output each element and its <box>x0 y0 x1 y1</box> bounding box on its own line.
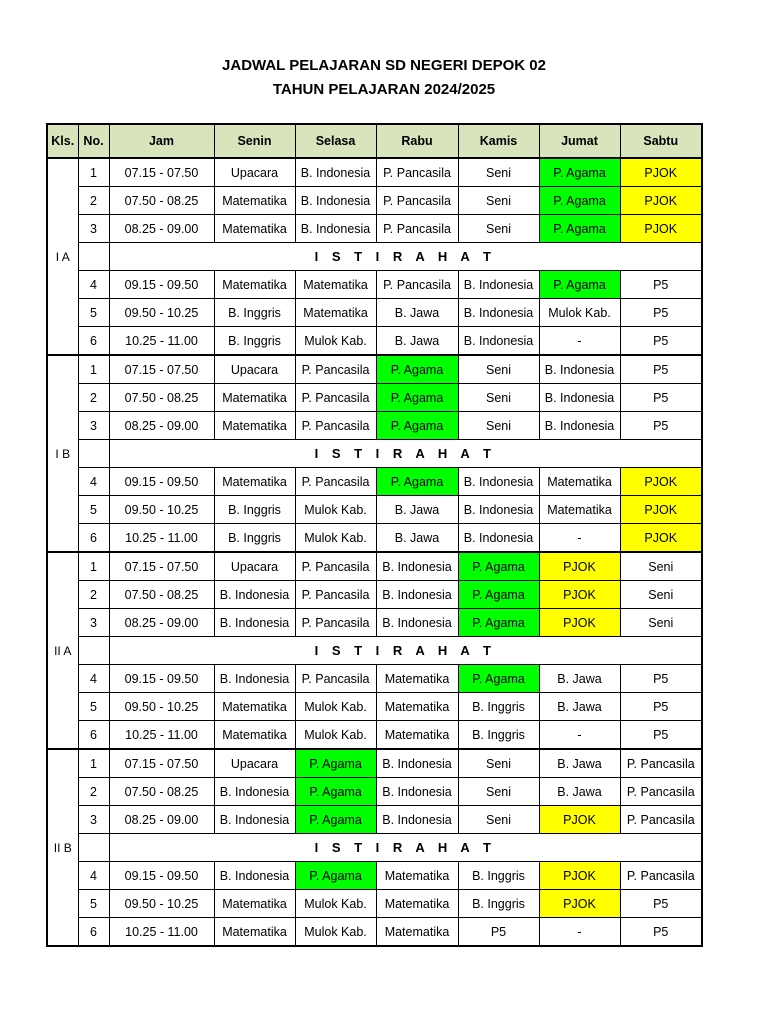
subject-sabtu: PJOK <box>620 496 702 524</box>
subject-kamis: B. Indonesia <box>458 299 539 327</box>
subject-kamis: Seni <box>458 355 539 384</box>
subject-senin: Matematika <box>214 468 295 496</box>
subject-senin: B. Indonesia <box>214 806 295 834</box>
table-row <box>47 412 702 440</box>
subject-sabtu: P5 <box>620 890 702 918</box>
subject-selasa: P. Pancasila <box>295 665 376 693</box>
period-number: 1 <box>78 158 109 187</box>
period-number: 4 <box>78 862 109 890</box>
table-row <box>47 862 702 890</box>
subject-rabu: Matematika <box>376 918 458 947</box>
subject-kamis: Seni <box>458 158 539 187</box>
subject-sabtu: Seni <box>620 609 702 637</box>
header-rabu: Rabu <box>376 124 458 158</box>
subject-sabtu: P. Pancasila <box>620 862 702 890</box>
subject-rabu: Matematika <box>376 721 458 750</box>
period-time: 08.25 - 09.00 <box>109 609 214 637</box>
header-sabtu: Sabtu <box>620 124 702 158</box>
subject-senin: B. Inggris <box>214 327 295 356</box>
class-name-cell: I A <box>47 158 78 355</box>
table-row <box>47 918 702 947</box>
subject-kamis: P. Agama <box>458 581 539 609</box>
subject-selasa: P. Pancasila <box>295 468 376 496</box>
table-row <box>47 215 702 243</box>
header-kls: Kls. <box>47 124 78 158</box>
period-time: 10.25 - 11.00 <box>109 721 214 750</box>
header-row <box>47 124 702 158</box>
period-number: 2 <box>78 778 109 806</box>
subject-kamis: Seni <box>458 806 539 834</box>
table-row <box>47 693 702 721</box>
subject-selasa: P. Agama <box>295 778 376 806</box>
class-section <box>47 355 702 552</box>
class-name-cell: I B <box>47 355 78 552</box>
subject-selasa: Mulok Kab. <box>295 890 376 918</box>
subject-selasa: Matematika <box>295 271 376 299</box>
period-number: 2 <box>78 187 109 215</box>
period-number: 5 <box>78 693 109 721</box>
subject-kamis: B. Inggris <box>458 890 539 918</box>
subject-selasa: P. Pancasila <box>295 581 376 609</box>
subject-rabu: Matematika <box>376 693 458 721</box>
break-label: I S T I R A H A T <box>109 637 702 665</box>
subject-senin: B. Inggris <box>214 524 295 553</box>
subject-rabu: P. Agama <box>376 412 458 440</box>
period-number: 4 <box>78 468 109 496</box>
subject-jumat: P. Agama <box>539 215 620 243</box>
subject-selasa: P. Agama <box>295 862 376 890</box>
table-row <box>47 271 702 299</box>
subject-rabu: P. Pancasila <box>376 271 458 299</box>
period-time: 09.50 - 10.25 <box>109 890 214 918</box>
subject-rabu: P. Agama <box>376 384 458 412</box>
break-label: I S T I R A H A T <box>109 243 702 271</box>
subject-sabtu: PJOK <box>620 524 702 553</box>
period-number: 2 <box>78 581 109 609</box>
subject-senin: B. Indonesia <box>214 778 295 806</box>
subject-rabu: P. Pancasila <box>376 215 458 243</box>
subject-jumat: Matematika <box>539 468 620 496</box>
subject-sabtu: PJOK <box>620 187 702 215</box>
period-time: 09.50 - 10.25 <box>109 299 214 327</box>
period-number: 3 <box>78 215 109 243</box>
break-row <box>47 637 702 665</box>
subject-sabtu: P5 <box>620 412 702 440</box>
subject-sabtu: P5 <box>620 721 702 750</box>
subject-kamis: P. Agama <box>458 609 539 637</box>
subject-kamis: B. Inggris <box>458 693 539 721</box>
period-number: 3 <box>78 609 109 637</box>
table-row <box>47 552 702 581</box>
subject-selasa: P. Pancasila <box>295 412 376 440</box>
subject-kamis: B. Indonesia <box>458 327 539 356</box>
subject-kamis: B. Indonesia <box>458 496 539 524</box>
period-time: 09.15 - 09.50 <box>109 271 214 299</box>
subject-sabtu: P5 <box>620 665 702 693</box>
table-row <box>47 609 702 637</box>
subject-selasa: P. Agama <box>295 749 376 778</box>
subject-senin: Matematika <box>214 187 295 215</box>
subject-kamis: B. Indonesia <box>458 271 539 299</box>
subject-kamis: Seni <box>458 187 539 215</box>
table-row <box>47 384 702 412</box>
subject-rabu: B. Indonesia <box>376 749 458 778</box>
period-number: 2 <box>78 384 109 412</box>
period-time: 09.15 - 09.50 <box>109 665 214 693</box>
class-section <box>47 158 702 355</box>
break-blank <box>78 834 109 862</box>
subject-senin: B. Indonesia <box>214 862 295 890</box>
break-row <box>47 243 702 271</box>
subject-selasa: P. Pancasila <box>295 384 376 412</box>
subject-jumat: - <box>539 721 620 750</box>
period-number: 5 <box>78 496 109 524</box>
subject-selasa: Mulok Kab. <box>295 693 376 721</box>
subject-rabu: B. Jawa <box>376 299 458 327</box>
subject-jumat: B. Indonesia <box>539 412 620 440</box>
subject-rabu: B. Indonesia <box>376 552 458 581</box>
subject-jumat: PJOK <box>539 609 620 637</box>
subject-senin: Matematika <box>214 890 295 918</box>
subject-selasa: P. Agama <box>295 806 376 834</box>
subject-selasa: Mulok Kab. <box>295 524 376 553</box>
subject-rabu: B. Jawa <box>376 524 458 553</box>
period-number: 6 <box>78 918 109 947</box>
table-row <box>47 524 702 553</box>
subject-selasa: Matematika <box>295 299 376 327</box>
header-senin: Senin <box>214 124 295 158</box>
subject-jumat: B. Jawa <box>539 749 620 778</box>
period-time: 10.25 - 11.00 <box>109 918 214 947</box>
period-number: 1 <box>78 355 109 384</box>
subject-jumat: B. Indonesia <box>539 355 620 384</box>
subject-senin: Upacara <box>214 552 295 581</box>
subject-sabtu: P5 <box>620 384 702 412</box>
subject-rabu: B. Indonesia <box>376 778 458 806</box>
subject-rabu: B. Jawa <box>376 327 458 356</box>
subject-senin: Matematika <box>214 918 295 947</box>
period-time: 07.15 - 07.50 <box>109 552 214 581</box>
subject-jumat: P. Agama <box>539 187 620 215</box>
subject-jumat: B. Indonesia <box>539 384 620 412</box>
table-row <box>47 581 702 609</box>
period-number: 6 <box>78 524 109 553</box>
subject-kamis: B. Indonesia <box>458 524 539 553</box>
subject-jumat: - <box>539 327 620 356</box>
break-label: I S T I R A H A T <box>109 834 702 862</box>
subject-jumat: Matematika <box>539 496 620 524</box>
subject-sabtu: P5 <box>620 299 702 327</box>
subject-sabtu: PJOK <box>620 215 702 243</box>
subject-sabtu: P5 <box>620 355 702 384</box>
period-number: 6 <box>78 721 109 750</box>
subject-selasa: B. Indonesia <box>295 187 376 215</box>
subject-jumat: PJOK <box>539 552 620 581</box>
subject-kamis: Seni <box>458 412 539 440</box>
table-row <box>47 890 702 918</box>
subject-jumat: - <box>539 918 620 947</box>
period-time: 09.15 - 09.50 <box>109 468 214 496</box>
subject-senin: Matematika <box>214 693 295 721</box>
period-time: 07.15 - 07.50 <box>109 355 214 384</box>
period-time: 08.25 - 09.00 <box>109 412 214 440</box>
subject-sabtu: Seni <box>620 581 702 609</box>
period-time: 08.25 - 09.00 <box>109 215 214 243</box>
period-number: 6 <box>78 327 109 356</box>
subject-sabtu: PJOK <box>620 158 702 187</box>
header-selasa: Selasa <box>295 124 376 158</box>
subject-sabtu: P5 <box>620 327 702 356</box>
subject-senin: B. Indonesia <box>214 581 295 609</box>
subject-rabu: P. Agama <box>376 468 458 496</box>
period-time: 07.50 - 08.25 <box>109 384 214 412</box>
subject-selasa: Mulok Kab. <box>295 327 376 356</box>
subject-rabu: P. Pancasila <box>376 187 458 215</box>
subject-senin: B. Inggris <box>214 496 295 524</box>
period-number: 4 <box>78 665 109 693</box>
subject-selasa: P. Pancasila <box>295 355 376 384</box>
subject-senin: Upacara <box>214 355 295 384</box>
table-row <box>47 299 702 327</box>
schedule-table <box>46 123 703 947</box>
subject-rabu: B. Jawa <box>376 496 458 524</box>
subject-selasa: Mulok Kab. <box>295 496 376 524</box>
subject-selasa: Mulok Kab. <box>295 721 376 750</box>
subject-jumat: PJOK <box>539 581 620 609</box>
table-row <box>47 721 702 750</box>
subject-jumat: Mulok Kab. <box>539 299 620 327</box>
table-row <box>47 355 702 384</box>
subject-selasa: P. Pancasila <box>295 552 376 581</box>
class-section <box>47 552 702 749</box>
table-row <box>47 187 702 215</box>
period-time: 07.15 - 07.50 <box>109 158 214 187</box>
table-row <box>47 158 702 187</box>
table-row <box>47 806 702 834</box>
period-number: 5 <box>78 890 109 918</box>
period-number: 4 <box>78 271 109 299</box>
subject-kamis: P5 <box>458 918 539 947</box>
subject-sabtu: P. Pancasila <box>620 806 702 834</box>
subject-sabtu: P5 <box>620 271 702 299</box>
subject-rabu: Matematika <box>376 665 458 693</box>
subject-selasa: P. Pancasila <box>295 609 376 637</box>
subject-sabtu: P. Pancasila <box>620 749 702 778</box>
subject-kamis: B. Inggris <box>458 721 539 750</box>
subject-senin: Matematika <box>214 721 295 750</box>
table-row <box>47 749 702 778</box>
header-no: No. <box>78 124 109 158</box>
subject-senin: Upacara <box>214 749 295 778</box>
class-name-cell: II A <box>47 552 78 749</box>
period-time: 07.50 - 08.25 <box>109 187 214 215</box>
subject-sabtu: Seni <box>620 552 702 581</box>
class-name-cell: II B <box>47 749 78 946</box>
period-time: 09.50 - 10.25 <box>109 496 214 524</box>
period-time: 10.25 - 11.00 <box>109 327 214 356</box>
subject-sabtu: P. Pancasila <box>620 778 702 806</box>
table-row <box>47 778 702 806</box>
period-number: 3 <box>78 806 109 834</box>
subject-sabtu: PJOK <box>620 468 702 496</box>
subject-sabtu: P5 <box>620 918 702 947</box>
title-line-2: TAHUN PELAJARAN 2024/2025 <box>272 81 496 98</box>
header-jam: Jam <box>109 124 214 158</box>
subject-jumat: P. Agama <box>539 271 620 299</box>
title-line-1: JADWAL PELAJARAN SD NEGERI DEPOK 02 <box>222 57 546 74</box>
subject-senin: Matematika <box>214 384 295 412</box>
header-jumat: Jumat <box>539 124 620 158</box>
subject-jumat: P. Agama <box>539 158 620 187</box>
subject-selasa: B. Indonesia <box>295 215 376 243</box>
subject-kamis: P. Agama <box>458 665 539 693</box>
subject-senin: Upacara <box>214 158 295 187</box>
subject-kamis: Seni <box>458 749 539 778</box>
subject-kamis: Seni <box>458 778 539 806</box>
subject-jumat: PJOK <box>539 806 620 834</box>
break-blank <box>78 440 109 468</box>
break-label: I S T I R A H A T <box>109 440 702 468</box>
subject-jumat: B. Jawa <box>539 665 620 693</box>
break-blank <box>78 243 109 271</box>
subject-senin: B. Inggris <box>214 299 295 327</box>
subject-jumat: B. Jawa <box>539 778 620 806</box>
document-title <box>0 54 768 102</box>
subject-jumat: PJOK <box>539 890 620 918</box>
table-row <box>47 665 702 693</box>
subject-jumat: PJOK <box>539 862 620 890</box>
subject-kamis: B. Inggris <box>458 862 539 890</box>
period-time: 09.50 - 10.25 <box>109 693 214 721</box>
subject-selasa: B. Indonesia <box>295 158 376 187</box>
subject-rabu: P. Pancasila <box>376 158 458 187</box>
period-number: 1 <box>78 749 109 778</box>
break-row <box>47 440 702 468</box>
period-number: 5 <box>78 299 109 327</box>
subject-selasa: Mulok Kab. <box>295 918 376 947</box>
subject-jumat: B. Jawa <box>539 693 620 721</box>
subject-senin: Matematika <box>214 271 295 299</box>
period-number: 3 <box>78 412 109 440</box>
subject-sabtu: P5 <box>620 693 702 721</box>
subject-senin: B. Indonesia <box>214 665 295 693</box>
subject-kamis: Seni <box>458 215 539 243</box>
table-row <box>47 468 702 496</box>
subject-kamis: Seni <box>458 384 539 412</box>
subject-rabu: B. Indonesia <box>376 806 458 834</box>
subject-senin: Matematika <box>214 215 295 243</box>
table-row <box>47 496 702 524</box>
period-time: 07.50 - 08.25 <box>109 581 214 609</box>
break-row <box>47 834 702 862</box>
period-time: 07.50 - 08.25 <box>109 778 214 806</box>
subject-kamis: P. Agama <box>458 552 539 581</box>
subject-rabu: Matematika <box>376 890 458 918</box>
subject-rabu: B. Indonesia <box>376 581 458 609</box>
class-section <box>47 749 702 946</box>
period-time: 07.15 - 07.50 <box>109 749 214 778</box>
period-time: 10.25 - 11.00 <box>109 524 214 553</box>
break-blank <box>78 637 109 665</box>
subject-rabu: P. Agama <box>376 355 458 384</box>
subject-kamis: B. Indonesia <box>458 468 539 496</box>
subject-rabu: B. Indonesia <box>376 609 458 637</box>
period-time: 08.25 - 09.00 <box>109 806 214 834</box>
subject-senin: B. Indonesia <box>214 609 295 637</box>
subject-jumat: - <box>539 524 620 553</box>
subject-rabu: Matematika <box>376 862 458 890</box>
table-row <box>47 327 702 356</box>
header-kamis: Kamis <box>458 124 539 158</box>
subject-senin: Matematika <box>214 412 295 440</box>
period-number: 1 <box>78 552 109 581</box>
period-time: 09.15 - 09.50 <box>109 862 214 890</box>
